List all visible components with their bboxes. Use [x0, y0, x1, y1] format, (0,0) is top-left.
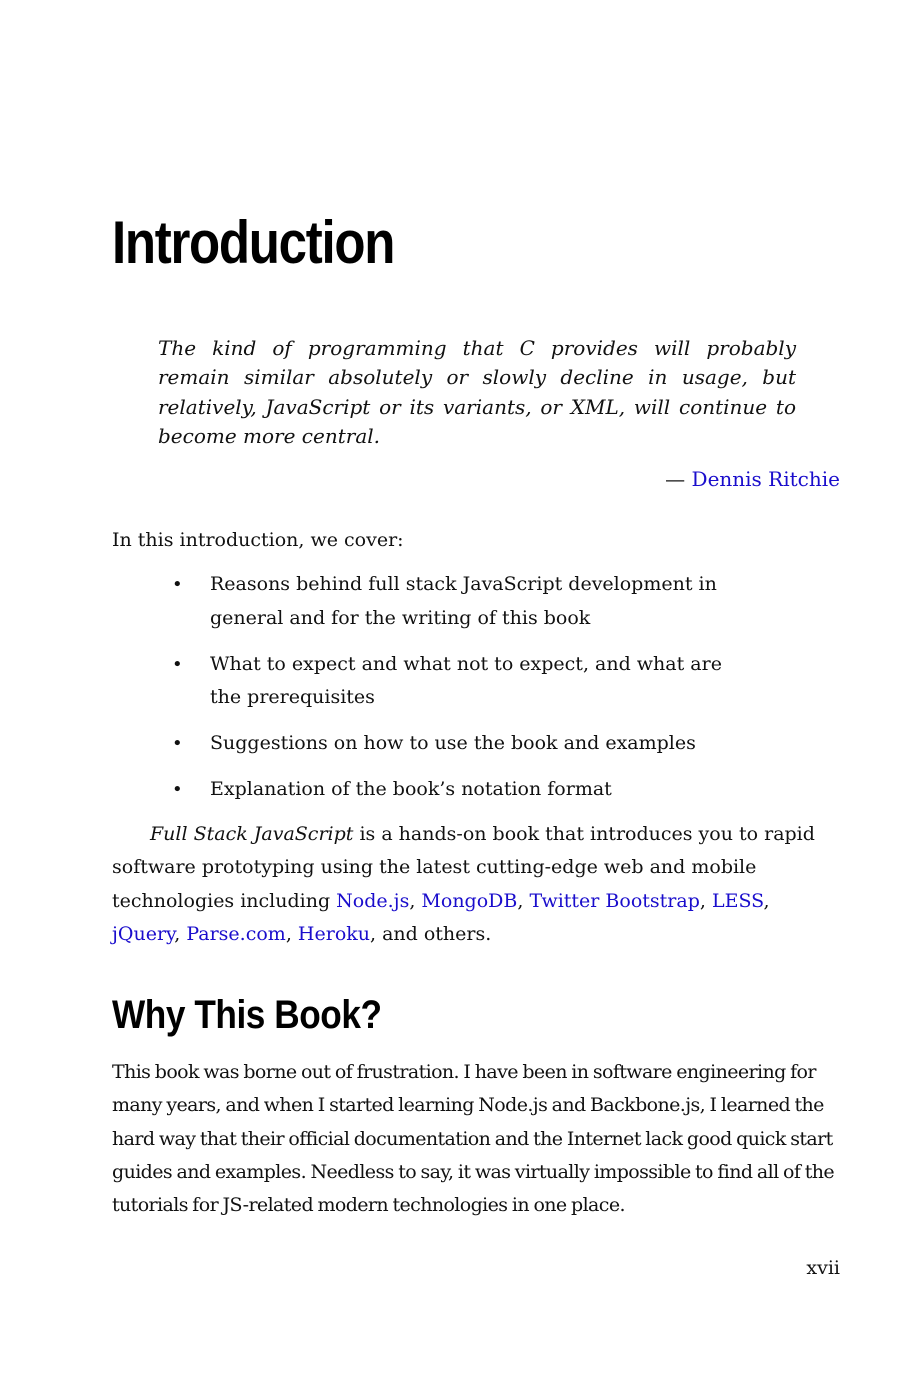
chapter-title: Introduction — [112, 209, 395, 276]
separator: , — [699, 889, 712, 912]
intro-bullet-list — [172, 568, 732, 819]
link-parse-com[interactable]: Parse.com — [186, 922, 286, 945]
intro-paragraph — [112, 818, 818, 951]
list-item — [172, 648, 732, 715]
link-less[interactable]: LESS — [711, 889, 764, 912]
link-mongodb[interactable]: MongoDB — [421, 889, 518, 912]
link-jquery[interactable]: jQuery — [112, 922, 175, 945]
paragraph-end: , and others. — [370, 922, 492, 945]
list-item — [172, 568, 732, 635]
link-twitter-bootstrap[interactable]: Twitter Bootstrap — [529, 889, 700, 912]
list-item — [172, 727, 732, 761]
link-nodejs[interactable]: Node.js — [336, 889, 410, 912]
bullet-icon: • — [172, 733, 183, 754]
bullet-text: Explanation of the book’s notation format — [210, 778, 612, 800]
separator: , — [285, 922, 298, 945]
separator: , — [517, 889, 530, 912]
separator: , — [174, 922, 187, 945]
bullet-text: Suggestions on how to use the book and examples — [210, 732, 696, 754]
separator: , — [409, 889, 422, 912]
book-title: Full Stack JavaScript — [150, 823, 354, 845]
bullet-text: What to expect and what not to expect, and what are the prerequisites — [210, 652, 722, 708]
bullet-text: Reasons behind full stack JavaScript development in general and for the writing of this book — [210, 573, 717, 629]
intro-lead: In this introduction, we cover: — [112, 529, 404, 551]
bullet-icon: • — [172, 653, 183, 675]
paragraph-text: is a hands-on book that introduces you to rapid software prototyping using the latest cutting-edge web and mobile technologies including — [112, 823, 815, 912]
section-paragraph: This book was borne out of frustration. I have been in software engineering for many years, and when I started learning Node.js and Backbone.js, I learned the hard way that their official documentation and the Internet lack good quick start guides and examples. Needless to say, it was virtually impossible to find all of the tutorials for JS-related modern technologies in one place. — [112, 1061, 835, 1217]
bullet-icon: • — [172, 779, 183, 800]
epigraph-attribution — [665, 464, 840, 494]
bullet-icon: • — [172, 574, 183, 595]
list-item — [172, 773, 732, 807]
link-heroku[interactable]: Heroku — [297, 922, 371, 945]
page-number: xvii — [806, 1257, 840, 1279]
section-heading: Why This Book? — [112, 993, 382, 1037]
separator: , — [763, 889, 770, 912]
author-link-dennis-ritchie[interactable]: Dennis Ritchie — [691, 467, 840, 491]
attribution-dash: — — [665, 467, 692, 491]
epigraph-quote: The kind of programming that C provides will probably remain similar absolutely or slowly decline in usage, but relatively, JavaScript or its variants, or XML, will continue to become more central. — [158, 336, 796, 448]
